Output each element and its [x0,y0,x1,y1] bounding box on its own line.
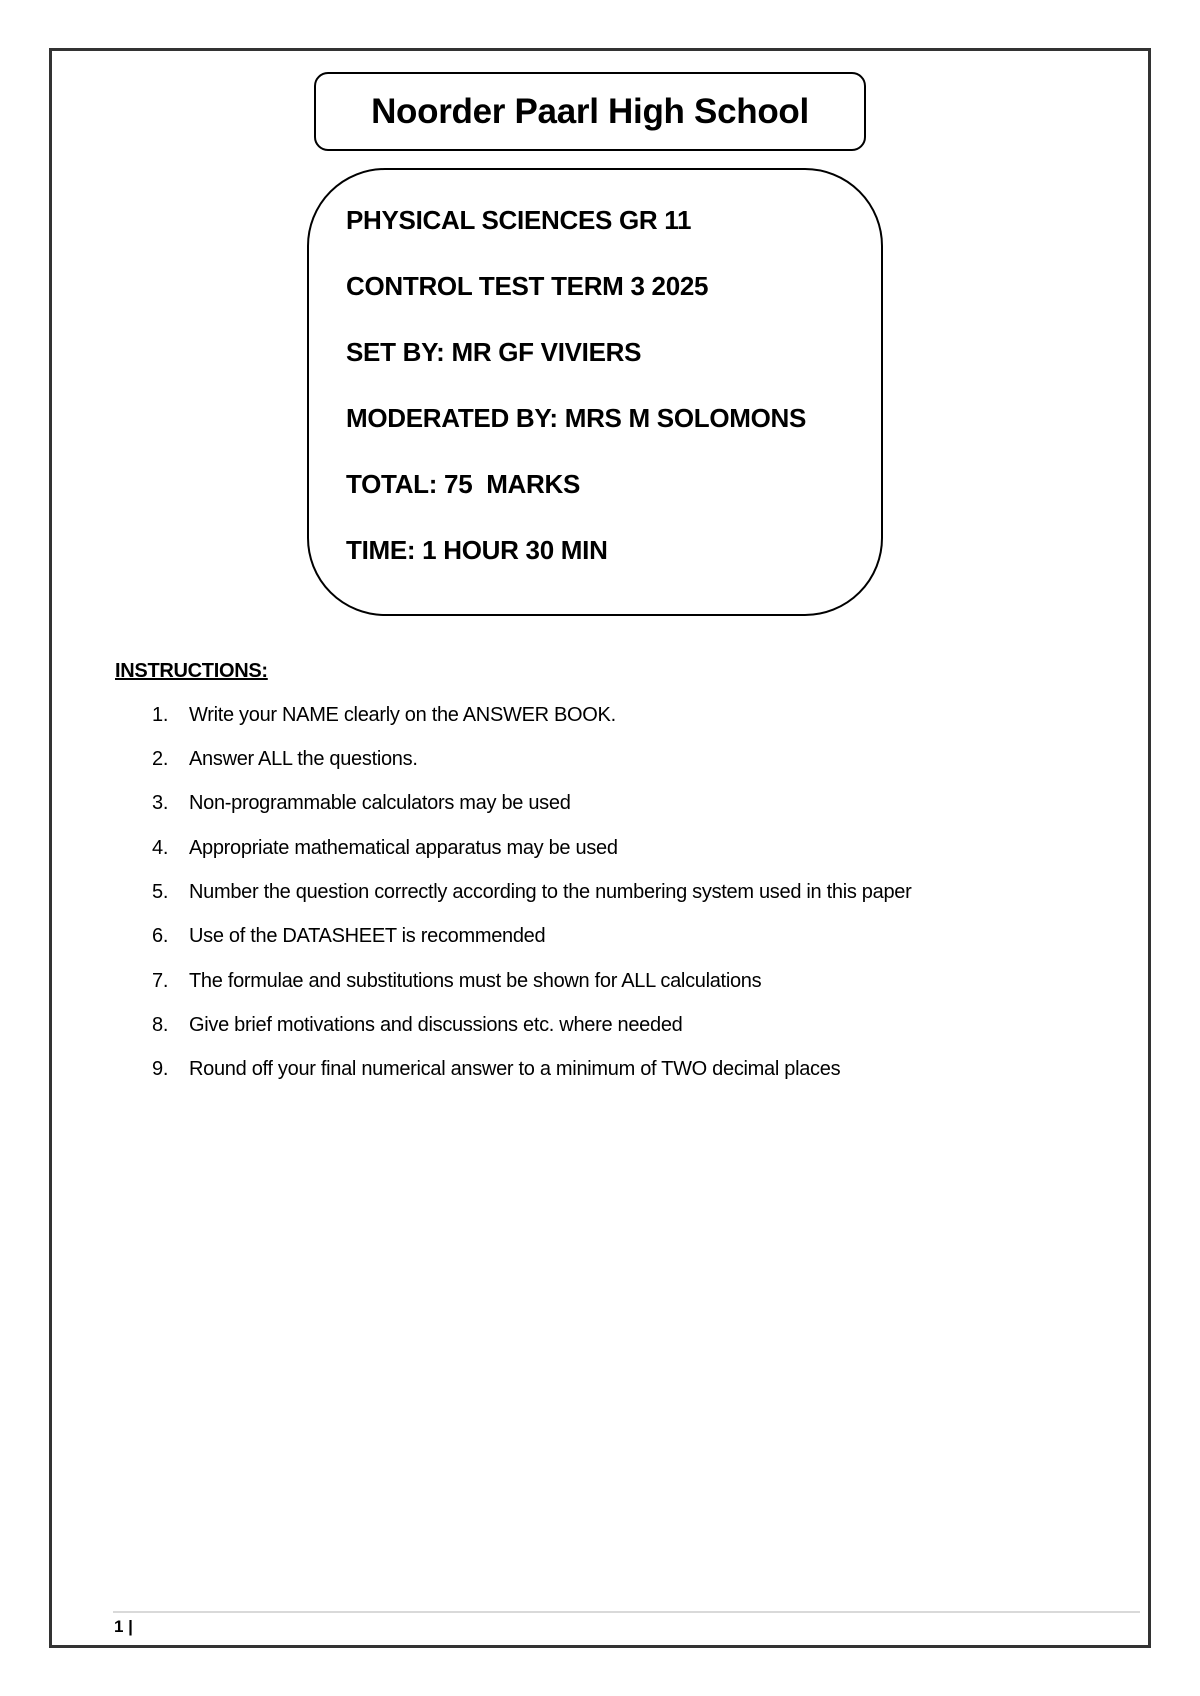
instruction-text: Answer ALL the questions. [189,748,418,770]
instruction-number: 6. [152,925,169,947]
instruction-number: 5. [152,881,169,903]
instruction-text: Number the question correctly according to the numbering system used in this paper [189,881,912,903]
instruction-text: Non-programmable calculators may be used [189,792,571,814]
footer-divider [113,1611,1140,1613]
instruction-number: 9. [152,1058,169,1080]
instruction-number: 4. [152,837,169,859]
instruction-number: 1. [152,704,169,726]
subject-line: PHYSICAL SCIENCES GR 11 [346,205,692,235]
instruction-text: The formulae and substitutions must be shown for ALL calculations [189,970,762,992]
instruction-number: 7. [152,970,169,992]
school-name-box [314,72,866,151]
test-info-box [307,168,883,616]
time-line: TIME: 1 HOUR 30 MIN [346,535,608,565]
instruction-text: Round off your final numerical answer to a minimum of TWO decimal places [189,1058,841,1080]
page-number: 1 | [114,1617,133,1636]
moderated-by-line: MODERATED BY: MRS M SOLOMONS [346,403,807,433]
instruction-number: 2. [152,748,169,770]
instruction-number: 3. [152,792,169,814]
instruction-text: Give brief motivations and discussions etc. where needed [189,1014,683,1036]
total-marks-line: TOTAL: 75 MARKS [346,469,581,499]
instruction-text: Use of the DATASHEET is recommended [189,925,546,947]
school-name: Noorder Paarl High School [371,91,809,131]
instruction-text: Appropriate mathematical apparatus may be used [189,837,618,859]
instruction-text: Write your NAME clearly on the ANSWER BOOK. [189,704,616,726]
test-line: CONTROL TEST TERM 3 2025 [346,271,709,301]
set-by-line: SET BY: MR GF VIVIERS [346,337,642,367]
instruction-number: 8. [152,1014,169,1036]
instructions-heading: INSTRUCTIONS: [115,660,268,682]
